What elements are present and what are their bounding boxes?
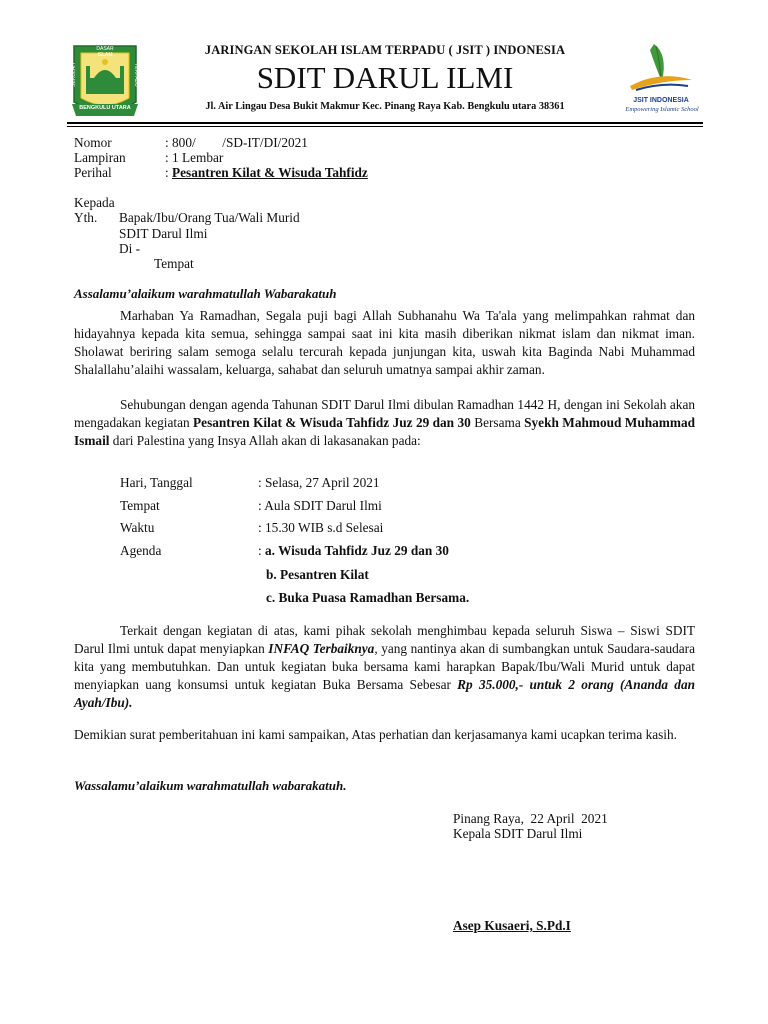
kepada-label: Kepada (74, 195, 115, 210)
recipient-line-2: SDIT Darul Ilmi (119, 226, 208, 241)
signature-place-date: Pinang Raya, 22 April 2021 (453, 811, 608, 826)
paragraph-opening: Marhaban Ya Ramadhan, Segala puji bagi Allah Subhanahu Wa Ta'ala yang melimpahkan rahmat dan hidayahnya kepada kita semua, sehingga sampai saat ini kita masih diberikan nikmat islam dan nikmat iman. Sholawat beriring salam semoga selalu tercurah kepada junjungan kita, uswah kita Baginda Nabi Muhammad Shalallahu’alaihi wassalam, keluarga, sahabat dan seluruh umatnya sampai akhir zaman. (74, 308, 695, 377)
agenda-item-a: a. Wisuda Tahfidz Juz 29 dan 30 (265, 543, 449, 558)
event-text-3: dari Palestina yang Insya Allah akan di lakasanakan pada: (109, 433, 421, 448)
crest-top-text: DASAR ISLAM (96, 46, 114, 58)
recipient-line-3: Di - (119, 241, 141, 256)
detail-tempat-value: : Aula SDIT Darul Ilmi (258, 498, 382, 513)
agenda-colon: : (258, 543, 266, 558)
detail-hari-value: : Selasa, 27 April 2021 (258, 475, 380, 490)
jsit-logo-name: JSIT INDONESIA (633, 97, 689, 104)
paragraph-infaq (74, 622, 695, 712)
school-address: Jl. Air Lingau Desa Bukit Makmur Kec. Pinang Raya Kab. Bengkulu utara 38361 (205, 101, 565, 112)
recipient-line-4: Tempat (154, 256, 194, 271)
agenda-item-c: c. Buka Puasa Ramadhan Bersama. (266, 590, 470, 605)
event-text-1: Sehubungan dengan agenda Tahunan SDIT Darul Ilmi dibulan Ramadhan 1442 H, dengan ini Sekolah akan mengadakan kegiatan (74, 397, 695, 430)
detail-agenda-a-row (258, 543, 449, 559)
detail-tempat-label: Tempat (120, 498, 160, 513)
perihal-colon: : (165, 165, 173, 180)
crest-right-text: TERPADU (132, 63, 139, 87)
perihal-row (165, 165, 368, 180)
signature-position: Kepala SDIT Darul Ilmi (453, 826, 583, 841)
infaq-amount: Rp 35.000,- untuk 2 orang (Ananda dan Ayah/Ibu). (74, 677, 695, 710)
detail-waktu-label: Waktu (120, 520, 155, 535)
nomor-label: Nomor (74, 135, 112, 150)
paragraph-closing: Demikian surat pemberitahuan ini kami sampaikan, Atas perhatian dan kerjasamanya kami ucapkan terima kasih. (74, 727, 677, 742)
perihal-value: Pesantren Kilat & Wisuda Tahfidz (172, 165, 368, 180)
nomor-value: : 800/ /SD-IT/DI/2021 (165, 135, 308, 150)
recipient-line-1: Bapak/Ibu/Orang Tua/Wali Murid (119, 210, 300, 225)
school-crest-logo (68, 42, 142, 122)
closing-greeting: Wassalamu’alaikum warahmatullah wabarakatuh. (74, 778, 347, 793)
greeting: Assalamu’alaikum warahmatullah Wabarakatuh (74, 286, 337, 301)
crest-left-text: SEKOLAH (70, 63, 77, 87)
event-guest: Syekh Mahmoud Muhammad Ismail (74, 415, 695, 448)
paragraph-event (74, 396, 695, 450)
detail-agenda-label: Agenda (120, 543, 162, 558)
jsit-logo-tagline: Empowering Islamic School (625, 106, 699, 113)
yth-label: Yth. (74, 210, 98, 225)
crest-ribbon-text: BENGKULU UTARA (79, 105, 131, 111)
detail-hari-label: Hari, Tanggal (120, 475, 193, 490)
school-name: SDIT DARUL ILMI (256, 60, 514, 95)
lampiran-value: : 1 Lembar (165, 150, 224, 165)
agenda-item-b: b. Pesantren Kilat (266, 567, 369, 582)
infaq-text-2: , yang nantinya akan di sumbangkan untuk Saudara-saudara kita yang membutuhkan. Dan untuk kegiatan buka bersama kami harapkan Bapak/Ibu/Wali Murid untuk dapat menyiapkan uang konsumsi untuk kegiatan Buka Bersama Sebesar (74, 641, 695, 692)
event-text-2: Bersama (470, 415, 525, 430)
signature-name: Asep Kusaeri, S.Pd.I (453, 918, 571, 933)
quill-book-icon (622, 40, 698, 96)
org-name: JARINGAN SEKOLAH ISLAM TERPADU ( JSIT ) INDONESIA (204, 43, 566, 57)
infaq-text-1: Terkait dengan kegiatan di atas, kami pihak sekolah menghimbau kepada seluruh Siswa – Siswi SDIT Darul Ilmi untuk dapat menyiapkan (74, 623, 695, 656)
header-rule-thick (67, 122, 703, 124)
header-rule-thin (67, 126, 703, 127)
detail-waktu-value: : 15.30 WIB s.d Selesai (258, 520, 384, 535)
perihal-label: Perihal (74, 165, 112, 180)
lampiran-label: Lampiran (74, 150, 126, 165)
infaq-emphasis: INFAQ Terbaiknya (268, 641, 375, 656)
event-title: Pesantren Kilat & Wisuda Tahfidz Juz 29 dan 30 (193, 415, 471, 430)
